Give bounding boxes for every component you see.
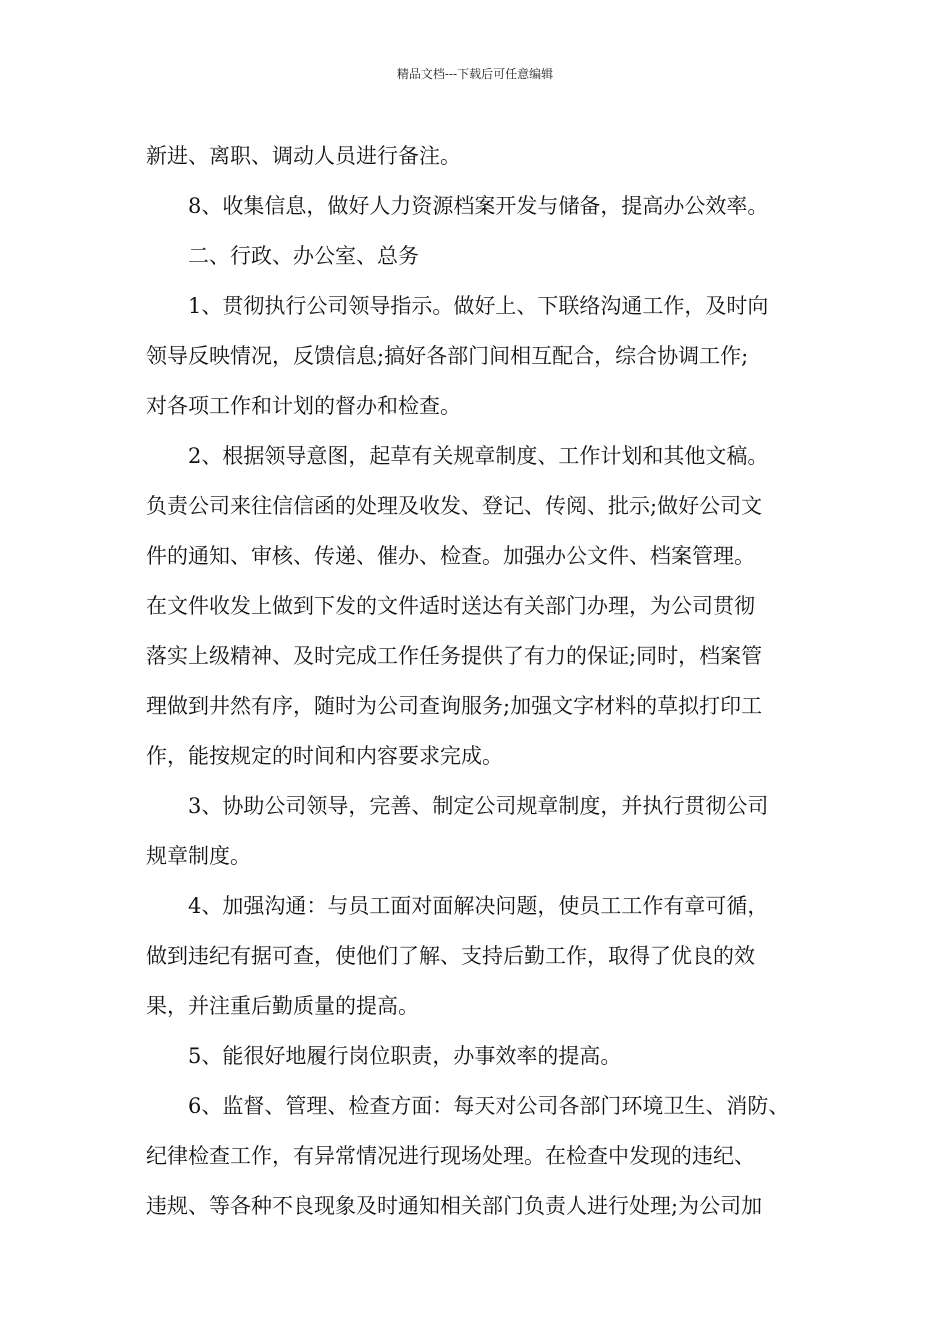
text-line: 违规、等各种不良现象及时通知相关部门负责人进行处理;为公司加: [146, 1194, 763, 1218]
paragraph-intro-continuation: [146, 131, 816, 181]
text-line: 纪律检查工作，有异常情况进行现场处理。在检查中发现的违纪、: [146, 1144, 755, 1168]
paragraph-item-3: [146, 781, 816, 881]
paragraph-item-2: [146, 431, 816, 781]
text-line: 件的通知、审核、传递、催办、检查。加强办公文件、档案管理。: [146, 544, 755, 568]
paragraph-item-6: [146, 1081, 816, 1231]
paragraph-item-5: [146, 1031, 816, 1081]
text-line: 做到违纪有据可查，使他们了解、支持后勤工作，取得了优良的效: [146, 944, 755, 968]
text-line: 4、加强沟通：与员工面对面解决问题，使员工工作有章可循，: [188, 894, 769, 918]
text-line: 规章制度。: [146, 844, 251, 868]
text-line: 作，能按规定的时间和内容要求完成。: [146, 744, 503, 768]
text-line: 负责公司来往信信函的处理及收发、登记、传阅、批示;做好公司文: [146, 494, 763, 518]
text-line: 果，并注重后勤质量的提高。: [146, 994, 419, 1018]
text-line: 3、协助公司领导，完善、制定公司规章制度，并执行贯彻公司: [188, 794, 769, 818]
text-line: 在文件收发上做到下发的文件适时送达有关部门办理，为公司贯彻: [146, 594, 755, 618]
section-heading-text: 二、行政、办公室、总务: [188, 244, 419, 268]
text-line: 6、监督、管理、检查方面：每天对公司各部门环境卫生、消防、: [188, 1094, 790, 1118]
text-line: 对各项工作和计划的督办和检查。: [146, 394, 461, 418]
text-line: 8、收集信息，做好人力资源档案开发与储备，提高办公效率。: [188, 194, 769, 218]
paragraph-item-4: [146, 881, 816, 1031]
text-line: 新进、离职、调动人员进行备注。: [146, 144, 461, 168]
text-line: 1、贯彻执行公司领导指示。做好上、下联络沟通工作，及时向: [188, 294, 769, 318]
text-line: 领导反映情况，反馈信息;搞好各部门间相互配合，综合协调工作;: [146, 344, 749, 368]
text-line: 2、根据领导意图，起草有关规章制度、工作计划和其他文稿。: [188, 444, 769, 468]
paragraph-item-8: [146, 181, 816, 231]
page-header: 精品文档---下载后可任意编辑: [396, 67, 554, 81]
text-line: 5、能很好地履行岗位职责，办事效率的提高。: [188, 1044, 622, 1068]
text-line: 理做到井然有序，随时为公司查询服务;加强文字材料的草拟打印工: [146, 694, 763, 718]
text-line: 落实上级精神、及时完成工作任务提供了有力的保证;同时，档案管: [146, 644, 763, 668]
paragraph-item-1: [146, 281, 816, 431]
section-heading: [146, 231, 816, 281]
document-body: [146, 131, 816, 1231]
